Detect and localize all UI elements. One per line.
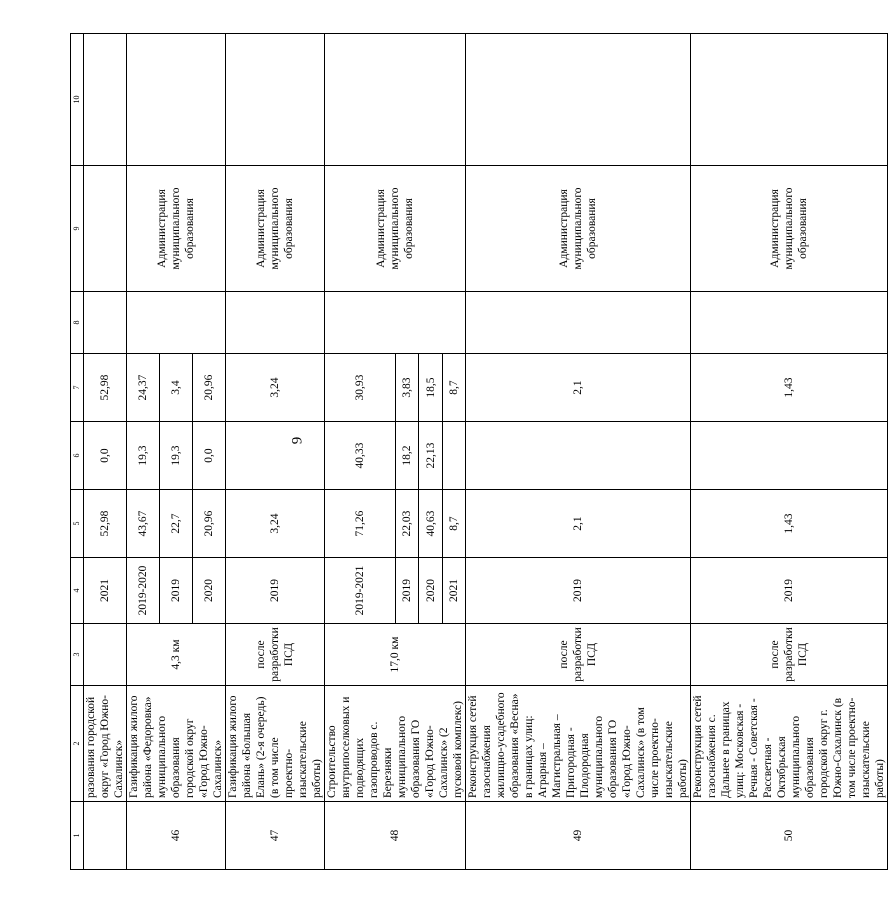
table-row (691, 34, 888, 870)
column-number: 8 (71, 292, 84, 354)
federal: 22,13 (419, 422, 442, 490)
year: 2021 (84, 558, 127, 624)
capacity: после разработки ПСД (466, 624, 691, 686)
regional: 18,5 (419, 354, 442, 422)
total: 20,96 (193, 490, 226, 558)
year: 2019 (160, 558, 193, 624)
executor: Администрация муниципального образования (466, 166, 691, 292)
column-number: 5 (71, 490, 84, 558)
column-number: 3 (71, 624, 84, 686)
object-name: Газификация жилого района «Большая Елань» (2-я очередь) (в том числе проектно-изыскательские работы) (226, 686, 325, 802)
year: 2021 (442, 558, 465, 624)
federal: 18,2 (396, 422, 419, 490)
executor: Администрация муниципального образования (226, 166, 325, 292)
federal: 19,3 (160, 422, 193, 490)
total: 1,43 (691, 490, 888, 558)
regional: 3,4 (160, 354, 193, 422)
executor: Администрация муниципального образования (691, 166, 888, 292)
column-number: 6 (71, 422, 84, 490)
column-number: 2 (71, 686, 84, 802)
federal: 0,0 (193, 422, 226, 490)
regional: 8,7 (442, 354, 465, 422)
total: 71,26 (325, 490, 396, 558)
year: 2019 (691, 558, 888, 624)
total: 2,1 (466, 490, 691, 558)
total: 22,03 (396, 490, 419, 558)
object-name: Строительство внутрипоселковых и подводящих газопроводов с. Березняки муниципального образования ГО «Город Южно-Сахалинск» (2 пусковой комплекс) (325, 686, 466, 802)
table-row (226, 34, 325, 870)
regional: 3,83 (396, 354, 419, 422)
federal: 19,3 (127, 422, 160, 490)
column-number: 9 (71, 166, 84, 292)
total: 43,67 (127, 490, 160, 558)
program-table (70, 33, 888, 870)
regional: 24,37 (127, 354, 160, 422)
capacity: 4,3 км (127, 624, 226, 686)
object-name: разования городской округ «Город Южно-Сахалинск» (84, 686, 127, 802)
table-row (84, 34, 127, 870)
year: 2019 (396, 558, 419, 624)
object-name: Газификация жилого района «Федоровка» муниципального образования городской округ «Город Южно-Сахалинск» (127, 686, 226, 802)
page-number: 9 (289, 436, 306, 445)
regional: 2,1 (466, 354, 691, 422)
regional: 3,24 (226, 354, 325, 422)
federal: 40,33 (325, 422, 396, 490)
total: 40,63 (419, 490, 442, 558)
year: 2019 (226, 558, 325, 624)
total: 3,24 (226, 490, 325, 558)
object-name: Реконструкция сетей газоснабжения с. Дальнее в границах улиц: Московская - Речная - Советская - Рассветная - Октябрьская муниципального образования городской округ г. Южно-Сахалинск (в том числе проектно-изыскательские работы) (691, 686, 888, 802)
total: 52,98 (84, 490, 127, 558)
year: 2019-2020 (127, 558, 160, 624)
year: 2019 (466, 558, 691, 624)
regional: 20,96 (193, 354, 226, 422)
capacity: 17,0 км (325, 624, 466, 686)
regional: 30,93 (325, 354, 396, 422)
regional: 1,43 (691, 354, 888, 422)
regional: 52,98 (84, 354, 127, 422)
capacity: после разработки ПСД (691, 624, 888, 686)
capacity: после разработки ПСД (226, 624, 325, 686)
object-name: Реконструкция сетей газоснабжения жилищно-усадебного образования «Весна» в границах улиц: Аграрная – Магистральная – Пригородная - Плодородная муниципального образования ГО «Город Южно-Сахалинск» (в том числе проектно-изыскательские работы) (466, 686, 691, 802)
row-number: 49 (466, 802, 691, 870)
federal (442, 422, 465, 490)
federal: 0,0 (84, 422, 127, 490)
row-number: 50 (691, 802, 888, 870)
column-number: 1 (71, 802, 84, 870)
column-number: 10 (71, 34, 84, 166)
table-row (325, 34, 396, 870)
row-number: 47 (226, 802, 325, 870)
column-number: 7 (71, 354, 84, 422)
executor: Администрация муниципального образования (127, 166, 226, 292)
column-number: 4 (71, 558, 84, 624)
year: 2019-2021 (325, 558, 396, 624)
total: 8,7 (442, 490, 465, 558)
executor: Администрация муниципального образования (325, 166, 466, 292)
table-row (466, 34, 691, 870)
total: 22,7 (160, 490, 193, 558)
column-number-row (71, 34, 84, 870)
row-number: 46 (127, 802, 226, 870)
table-container (70, 34, 886, 870)
year: 2020 (193, 558, 226, 624)
year: 2020 (419, 558, 442, 624)
table-row (127, 34, 160, 870)
row-number: 48 (325, 802, 466, 870)
